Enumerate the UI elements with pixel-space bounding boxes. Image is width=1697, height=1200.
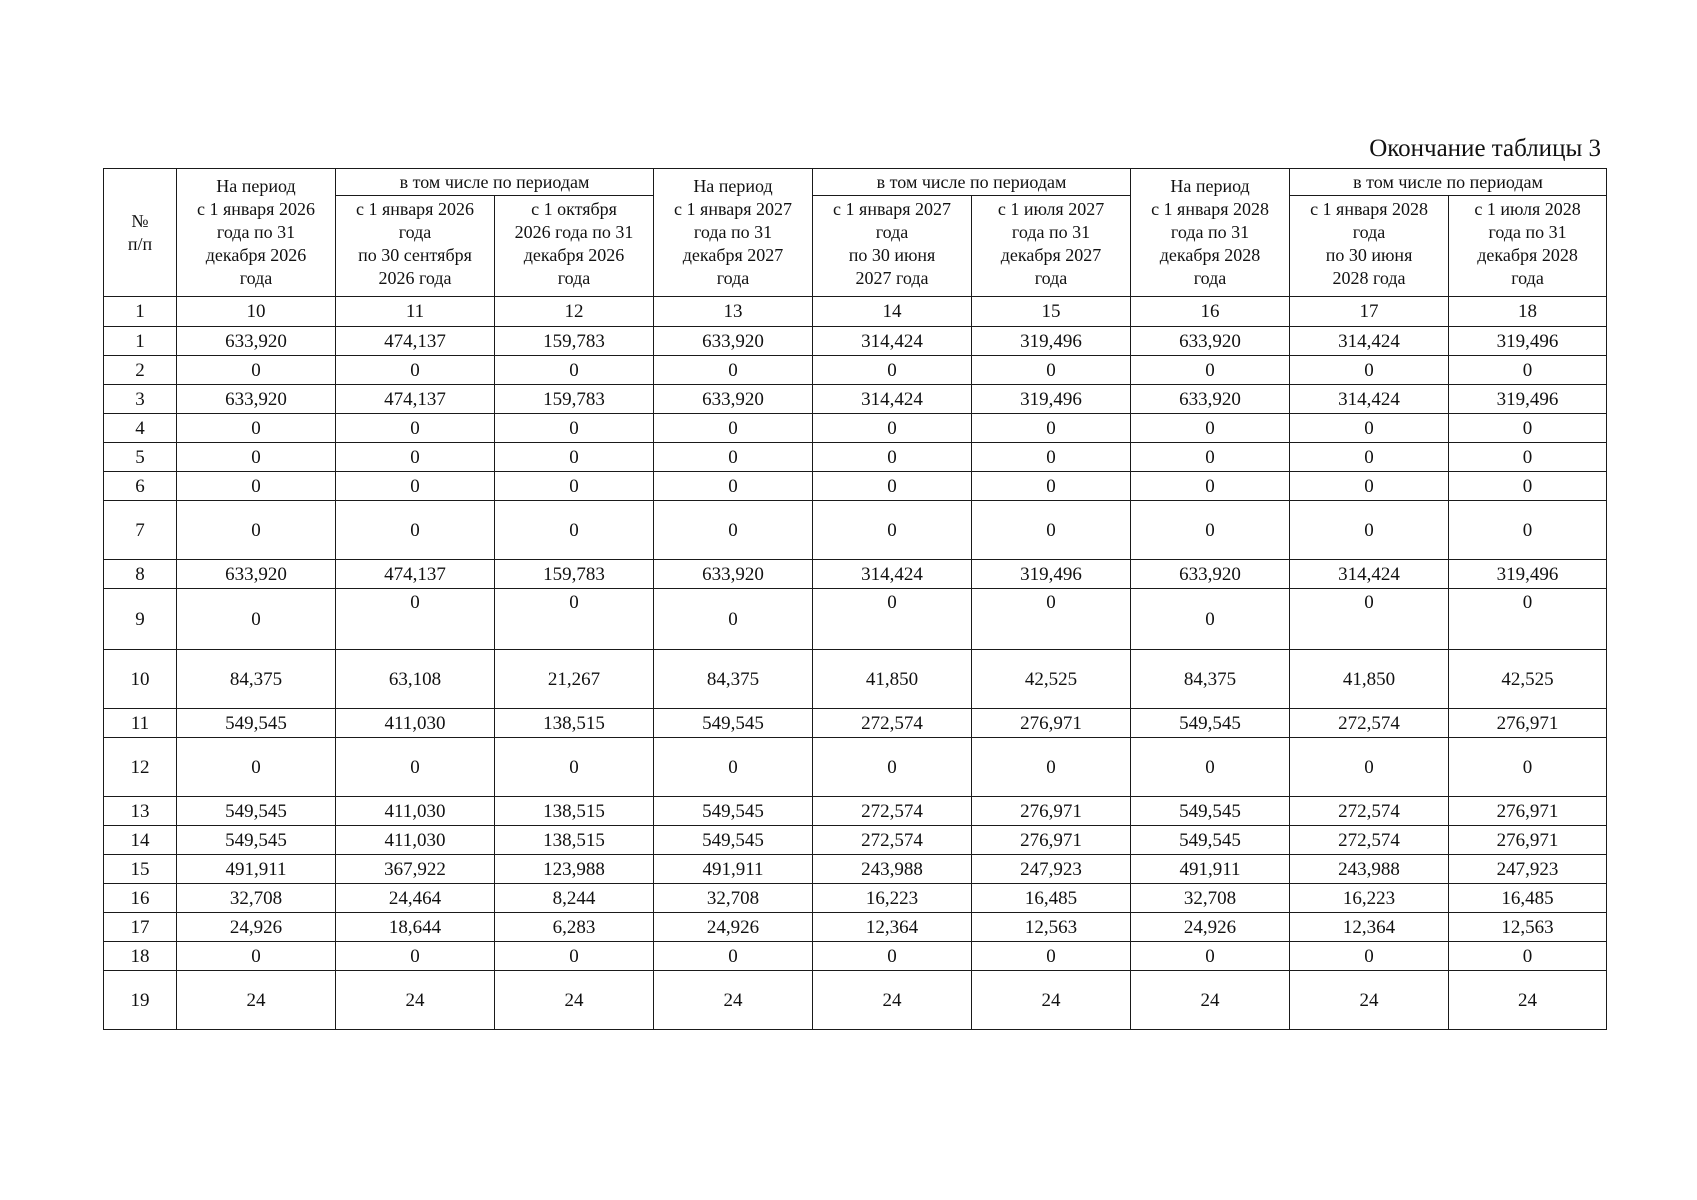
table-caption: Окончание таблицы 3	[1369, 135, 1601, 162]
row-number-cell: 16	[104, 884, 177, 913]
value-cell: 633,920	[654, 327, 813, 356]
header-period-2027: На период с 1 января 2027 года по 31 декабря 2027 года	[654, 169, 813, 297]
value-cell: 32,708	[654, 884, 813, 913]
table-row	[104, 826, 1607, 855]
value-cell: 24,926	[177, 913, 336, 942]
value-cell: 24	[336, 971, 495, 1030]
value-cell: 0	[177, 472, 336, 501]
value-cell: 314,424	[813, 327, 972, 356]
value-cell: 0	[1131, 942, 1290, 971]
value-cell: 0	[654, 414, 813, 443]
value-cell: 0	[1290, 589, 1449, 650]
value-cell: 12,563	[972, 913, 1131, 942]
header-period-2026: На период с 1 января 2026 года по 31 декабря 2026 года	[177, 169, 336, 297]
value-cell: 276,971	[972, 797, 1131, 826]
table-row	[104, 472, 1607, 501]
column-number: 12	[495, 297, 654, 327]
row-number-cell: 3	[104, 385, 177, 414]
header-group-2028: в том числе по периодам	[1290, 169, 1607, 196]
value-cell: 0	[177, 501, 336, 560]
value-cell: 411,030	[336, 709, 495, 738]
table-row	[104, 560, 1607, 589]
column-number: 17	[1290, 297, 1449, 327]
value-cell: 12,364	[813, 913, 972, 942]
value-cell: 314,424	[1290, 385, 1449, 414]
header-sub-2028-2: с 1 июля 2028 года по 31 декабря 2028 года	[1449, 196, 1607, 297]
value-cell: 0	[336, 942, 495, 971]
value-cell: 0	[495, 738, 654, 797]
header-row-number: № п/п	[104, 169, 177, 297]
value-cell: 549,545	[177, 709, 336, 738]
header-sub-2028-1: с 1 января 2028 года по 30 июня 2028 года	[1290, 196, 1449, 297]
table-row	[104, 855, 1607, 884]
header-sub-2027-2: с 1 июля 2027 года по 31 декабря 2027 года	[972, 196, 1131, 297]
value-cell: 24	[654, 971, 813, 1030]
value-cell: 0	[1131, 443, 1290, 472]
value-cell: 276,971	[1449, 797, 1607, 826]
value-cell: 16,485	[972, 884, 1131, 913]
value-cell: 549,545	[1131, 826, 1290, 855]
row-number-cell: 13	[104, 797, 177, 826]
value-cell: 16,223	[813, 884, 972, 913]
value-cell: 0	[1290, 356, 1449, 385]
value-cell: 8,244	[495, 884, 654, 913]
column-number: 10	[177, 297, 336, 327]
value-cell: 0	[1449, 501, 1607, 560]
value-cell: 411,030	[336, 797, 495, 826]
value-cell: 276,971	[1449, 709, 1607, 738]
value-cell: 549,545	[654, 826, 813, 855]
table-row	[104, 942, 1607, 971]
value-cell: 0	[177, 738, 336, 797]
value-cell: 0	[1290, 738, 1449, 797]
value-cell: 243,988	[813, 855, 972, 884]
value-cell: 276,971	[1449, 826, 1607, 855]
value-cell: 159,783	[495, 327, 654, 356]
row-number-cell: 10	[104, 650, 177, 709]
value-cell: 549,545	[177, 797, 336, 826]
table-row	[104, 884, 1607, 913]
header-group-2027: в том числе по периодам	[813, 169, 1131, 196]
value-cell: 0	[336, 356, 495, 385]
value-cell: 0	[495, 942, 654, 971]
row-number-cell: 14	[104, 826, 177, 855]
value-cell: 319,496	[972, 327, 1131, 356]
value-cell: 138,515	[495, 826, 654, 855]
value-cell: 159,783	[495, 385, 654, 414]
table-row	[104, 443, 1607, 472]
row-number-cell: 12	[104, 738, 177, 797]
column-number: 15	[972, 297, 1131, 327]
value-cell: 24	[972, 971, 1131, 1030]
row-number-cell: 1	[104, 327, 177, 356]
value-cell: 474,137	[336, 327, 495, 356]
value-cell: 0	[654, 589, 813, 650]
value-cell: 0	[972, 942, 1131, 971]
value-cell: 314,424	[1290, 560, 1449, 589]
value-cell: 319,496	[1449, 327, 1607, 356]
value-cell: 18,644	[336, 913, 495, 942]
column-number: 14	[813, 297, 972, 327]
value-cell: 0	[654, 356, 813, 385]
value-cell: 0	[1449, 472, 1607, 501]
table-row	[104, 797, 1607, 826]
table-row	[104, 971, 1607, 1030]
value-cell: 0	[1131, 472, 1290, 501]
value-cell: 0	[495, 414, 654, 443]
value-cell: 0	[972, 356, 1131, 385]
value-cell: 319,496	[1449, 385, 1607, 414]
table-row	[104, 913, 1607, 942]
value-cell: 21,267	[495, 650, 654, 709]
value-cell: 0	[1290, 501, 1449, 560]
table-row	[104, 501, 1607, 560]
value-cell: 0	[336, 738, 495, 797]
value-cell: 123,988	[495, 855, 654, 884]
value-cell: 491,911	[1131, 855, 1290, 884]
value-cell: 32,708	[1131, 884, 1290, 913]
value-cell: 0	[654, 942, 813, 971]
value-cell: 0	[1449, 589, 1607, 650]
value-cell: 247,923	[1449, 855, 1607, 884]
value-cell: 16,223	[1290, 884, 1449, 913]
row-number-cell: 19	[104, 971, 177, 1030]
value-cell: 0	[177, 589, 336, 650]
value-cell: 41,850	[813, 650, 972, 709]
row-number-cell: 11	[104, 709, 177, 738]
value-cell: 0	[1449, 356, 1607, 385]
row-number-cell: 6	[104, 472, 177, 501]
row-number-cell: 2	[104, 356, 177, 385]
value-cell: 314,424	[813, 560, 972, 589]
value-cell: 633,920	[654, 560, 813, 589]
value-cell: 0	[177, 443, 336, 472]
column-number-row	[104, 297, 1607, 327]
value-cell: 314,424	[1290, 327, 1449, 356]
header-sub-2027-1: с 1 января 2027 года по 30 июня 2027 года	[813, 196, 972, 297]
value-cell: 12,364	[1290, 913, 1449, 942]
value-cell: 0	[654, 738, 813, 797]
value-cell: 272,574	[1290, 709, 1449, 738]
value-cell: 0	[336, 472, 495, 501]
value-cell: 633,920	[654, 385, 813, 414]
value-cell: 0	[1449, 414, 1607, 443]
value-cell: 0	[1131, 414, 1290, 443]
value-cell: 0	[1290, 414, 1449, 443]
value-cell: 0	[495, 443, 654, 472]
value-cell: 0	[972, 589, 1131, 650]
value-cell: 0	[813, 443, 972, 472]
table-row	[104, 356, 1607, 385]
value-cell: 314,424	[813, 385, 972, 414]
value-cell: 0	[813, 589, 972, 650]
value-cell: 63,108	[336, 650, 495, 709]
value-cell: 0	[813, 738, 972, 797]
value-cell: 0	[972, 443, 1131, 472]
value-cell: 367,922	[336, 855, 495, 884]
value-cell: 319,496	[1449, 560, 1607, 589]
value-cell: 474,137	[336, 560, 495, 589]
value-cell: 633,920	[177, 560, 336, 589]
value-cell: 0	[654, 443, 813, 472]
value-cell: 0	[654, 501, 813, 560]
value-cell: 0	[1290, 472, 1449, 501]
value-cell: 0	[1290, 443, 1449, 472]
value-cell: 24,926	[1131, 913, 1290, 942]
value-cell: 633,920	[1131, 560, 1290, 589]
value-cell: 12,563	[1449, 913, 1607, 942]
value-cell: 0	[495, 589, 654, 650]
value-cell: 0	[972, 472, 1131, 501]
value-cell: 319,496	[972, 385, 1131, 414]
row-number-cell: 4	[104, 414, 177, 443]
value-cell: 0	[495, 472, 654, 501]
header-sub-2026-1: с 1 января 2026 года по 30 сентября 2026 года	[336, 196, 495, 297]
value-cell: 42,525	[1449, 650, 1607, 709]
row-number-cell: 7	[104, 501, 177, 560]
row-number-cell: 9	[104, 589, 177, 650]
value-cell: 411,030	[336, 826, 495, 855]
value-cell: 16,485	[1449, 884, 1607, 913]
value-cell: 549,545	[654, 797, 813, 826]
value-cell: 272,574	[1290, 826, 1449, 855]
value-cell: 0	[972, 414, 1131, 443]
value-cell: 0	[336, 443, 495, 472]
value-cell: 0	[336, 589, 495, 650]
value-cell: 319,496	[972, 560, 1131, 589]
value-cell: 272,574	[813, 797, 972, 826]
value-cell: 138,515	[495, 797, 654, 826]
value-cell: 0	[654, 472, 813, 501]
row-number-cell: 15	[104, 855, 177, 884]
value-cell: 0	[1449, 942, 1607, 971]
value-cell: 159,783	[495, 560, 654, 589]
value-cell: 0	[1449, 738, 1607, 797]
value-cell: 0	[1131, 589, 1290, 650]
value-cell: 84,375	[1131, 650, 1290, 709]
value-cell: 0	[813, 356, 972, 385]
value-cell: 0	[813, 942, 972, 971]
header-sub-2026-2: с 1 октября 2026 года по 31 декабря 2026 года	[495, 196, 654, 297]
column-number: 18	[1449, 297, 1607, 327]
column-number: 11	[336, 297, 495, 327]
value-cell: 633,920	[177, 385, 336, 414]
value-cell: 0	[1290, 942, 1449, 971]
value-cell: 0	[1131, 356, 1290, 385]
value-cell: 633,920	[1131, 327, 1290, 356]
value-cell: 0	[495, 501, 654, 560]
value-cell: 0	[813, 501, 972, 560]
row-number-cell: 17	[104, 913, 177, 942]
value-cell: 491,911	[177, 855, 336, 884]
table-row	[104, 738, 1607, 797]
value-cell: 24,464	[336, 884, 495, 913]
value-cell: 0	[813, 472, 972, 501]
column-number: 13	[654, 297, 813, 327]
value-cell: 272,574	[813, 826, 972, 855]
value-cell: 272,574	[813, 709, 972, 738]
value-cell: 0	[177, 942, 336, 971]
value-cell: 0	[972, 501, 1131, 560]
value-cell: 6,283	[495, 913, 654, 942]
value-cell: 24	[1290, 971, 1449, 1030]
table-row	[104, 589, 1607, 650]
value-cell: 633,920	[177, 327, 336, 356]
value-cell: 491,911	[654, 855, 813, 884]
value-cell: 0	[1449, 443, 1607, 472]
table-row	[104, 414, 1607, 443]
value-cell: 84,375	[654, 650, 813, 709]
value-cell: 42,525	[972, 650, 1131, 709]
value-cell: 276,971	[972, 709, 1131, 738]
table-row	[104, 650, 1607, 709]
value-cell: 633,920	[1131, 385, 1290, 414]
header-group-2026: в том числе по периодам	[336, 169, 654, 196]
value-cell: 41,850	[1290, 650, 1449, 709]
value-cell: 0	[495, 356, 654, 385]
value-cell: 247,923	[972, 855, 1131, 884]
value-cell: 0	[813, 414, 972, 443]
value-cell: 0	[336, 501, 495, 560]
value-cell: 549,545	[1131, 797, 1290, 826]
data-table	[103, 168, 1607, 1030]
value-cell: 84,375	[177, 650, 336, 709]
header-period-2028: На период с 1 января 2028 года по 31 декабря 2028 года	[1131, 169, 1290, 297]
value-cell: 24	[1449, 971, 1607, 1030]
value-cell: 24,926	[654, 913, 813, 942]
column-number: 1	[104, 297, 177, 327]
value-cell: 0	[177, 414, 336, 443]
value-cell: 474,137	[336, 385, 495, 414]
value-cell: 32,708	[177, 884, 336, 913]
value-cell: 0	[972, 738, 1131, 797]
value-cell: 0	[336, 414, 495, 443]
value-cell: 549,545	[654, 709, 813, 738]
value-cell: 549,545	[1131, 709, 1290, 738]
table-row	[104, 327, 1607, 356]
table-body	[104, 297, 1607, 1030]
table-row	[104, 709, 1607, 738]
value-cell: 549,545	[177, 826, 336, 855]
value-cell: 24	[177, 971, 336, 1030]
value-cell: 272,574	[1290, 797, 1449, 826]
value-cell: 24	[495, 971, 654, 1030]
value-cell: 138,515	[495, 709, 654, 738]
table-row	[104, 385, 1607, 414]
value-cell: 24	[813, 971, 972, 1030]
row-number-cell: 5	[104, 443, 177, 472]
value-cell: 0	[1131, 738, 1290, 797]
row-number-cell: 8	[104, 560, 177, 589]
column-number: 16	[1131, 297, 1290, 327]
value-cell: 243,988	[1290, 855, 1449, 884]
row-number-cell: 18	[104, 942, 177, 971]
value-cell: 0	[1131, 501, 1290, 560]
value-cell: 0	[177, 356, 336, 385]
value-cell: 24	[1131, 971, 1290, 1030]
value-cell: 276,971	[972, 826, 1131, 855]
